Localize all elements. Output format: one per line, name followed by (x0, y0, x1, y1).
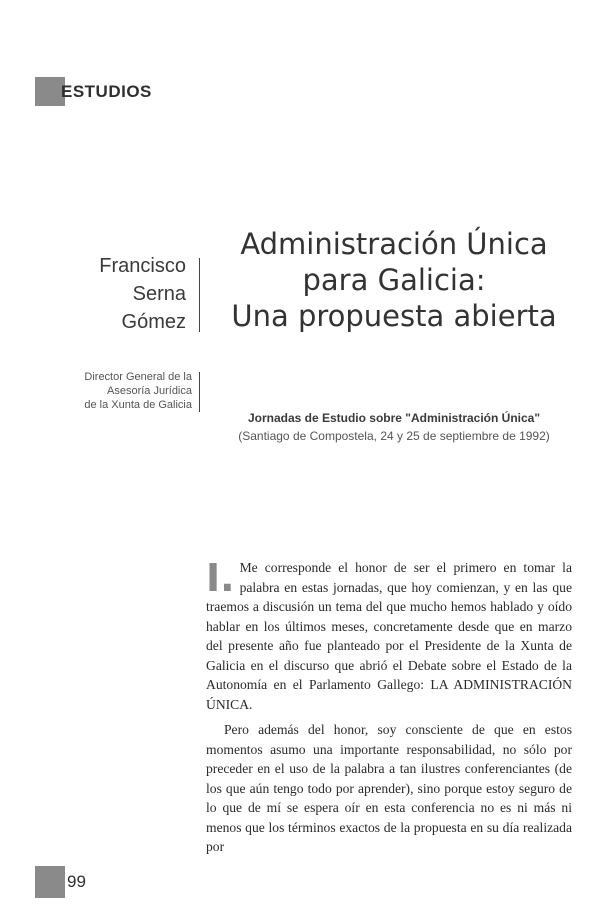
title-line: Una propuesta abierta (231, 299, 557, 333)
article-body (206, 558, 572, 857)
author-first-name: Francisco (99, 255, 186, 277)
author-name (60, 252, 186, 336)
title-line: para Galicia: (302, 263, 486, 297)
page-marker-block (35, 866, 65, 898)
author-divider (199, 258, 200, 332)
paragraph-text: Me corresponde el honor de ser el primero en tomar la palabra en estas jornadas, que hoy comienzan, y en las que traemos a discusión un tema del que mucho hemos hablado y oído hablar en los últimos meses, concretamente desde que en marzo del presente año fue planteado por el Presidente de la Xunta de Galicia en el discurso que abrió el Debate sobre el Estado de la Autonomía en el Parlamento Gallego: LA ADMINISTRACIÓN ÚNICA. (206, 560, 572, 712)
affiliation-line: Asesoría Jurídica (107, 385, 192, 397)
author-surname-2: Gómez (121, 311, 186, 333)
event-info (212, 409, 576, 445)
section-label-text: ESTUDIOS (61, 81, 152, 101)
dropcap: I. (206, 556, 235, 600)
author-surname-1: Serna (132, 283, 186, 305)
page-number: 99 (67, 872, 86, 891)
affiliation-line: Director General de la (84, 371, 192, 383)
affiliation-line: de la Xunta de Galicia (84, 399, 192, 411)
paragraph: Pero además del honor, soy consciente de que en estos momentos asumo una importante responsabilidad, no sólo por preceder en el uso de la palabra a tan ilustres conferenciantes (de los que aún tengo todo por aprender), sino porque estoy seguro de lo que de mí se espera oír en esta conferencia no es ni más ni menos que los términos exactos de la propuesta en su día realizada por (206, 722, 572, 854)
event-details: (Santiago de Compostela, 24 y 25 de septiembre de 1992) (238, 429, 550, 443)
author-affiliation (40, 370, 192, 412)
paragraph (206, 558, 572, 714)
event-name: Jornadas de Estudio sobre "Administración Única" (247, 411, 541, 425)
section-label (35, 77, 152, 106)
article-title (212, 226, 576, 334)
title-line: Administración Única (240, 227, 548, 261)
affiliation-divider (199, 372, 200, 412)
